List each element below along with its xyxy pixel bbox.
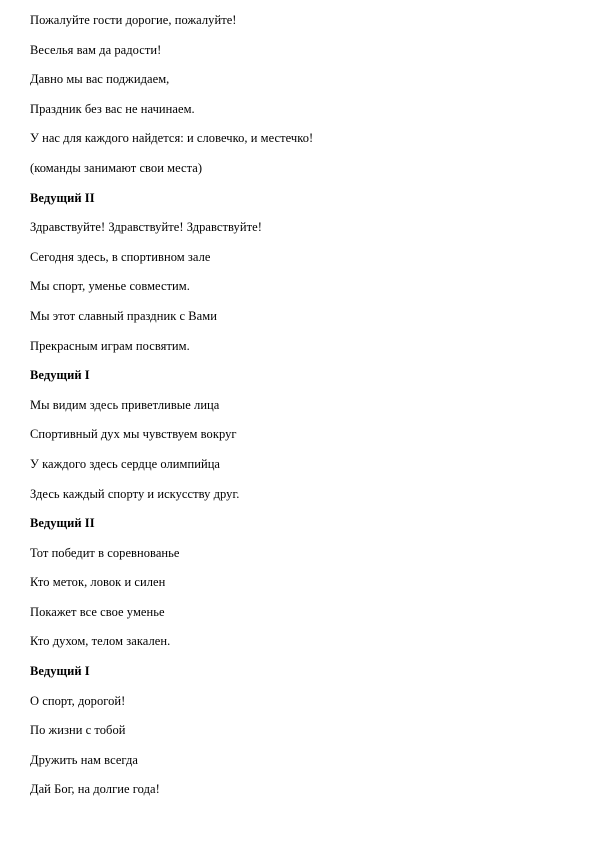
text-line: О спорт, дорогой! bbox=[30, 693, 126, 708]
text-line: Здравствуйте! Здравствуйте! Здравствуйте! bbox=[30, 220, 262, 235]
text-line: Спортивный дух мы чувствуем вокруг bbox=[30, 427, 237, 442]
text-line: У нас для каждого найдется: и словечко, и местечко! bbox=[30, 131, 314, 146]
text-line: Кто духом, телом закален. bbox=[30, 634, 171, 649]
text-line: Покажет все свое уменье bbox=[30, 604, 165, 619]
text-line: По жизни с тобой bbox=[30, 723, 126, 738]
text-line: Давно мы вас поджидаем, bbox=[30, 72, 170, 87]
text-line: Веселья вам да радости! bbox=[30, 42, 162, 57]
text-line: (команды занимают свои места) bbox=[30, 160, 203, 175]
script-text bbox=[30, 11, 570, 810]
speaker-heading: Ведущий I bbox=[30, 368, 90, 383]
text-line: Здесь каждый спорту и искусству друг. bbox=[30, 486, 240, 501]
text-line: Тот победит в соревнованье bbox=[30, 545, 180, 560]
text-line: Кто меток, ловок и силен bbox=[30, 575, 166, 590]
text-line: Мы видим здесь приветливые лица bbox=[30, 397, 220, 412]
text-line: Дружить нам всегда bbox=[30, 752, 138, 767]
text-line: Дай Бог, на долгие года! bbox=[30, 782, 160, 797]
speaker-heading: Ведущий II bbox=[30, 190, 95, 205]
text-line: У каждого здесь сердце олимпийца bbox=[30, 456, 221, 471]
text-line: Прекрасным играм посвятим. bbox=[30, 338, 190, 353]
text-line: Праздник без вас не начинаем. bbox=[30, 101, 195, 116]
text-line: Пожалуйте гости дорогие, пожалуйте! bbox=[30, 13, 237, 27]
text-line: Мы спорт, уменье совместим. bbox=[30, 279, 190, 294]
speaker-heading: Ведущий II bbox=[30, 516, 95, 531]
speaker-heading: Ведущий I bbox=[30, 664, 90, 679]
text-line: Мы этот славный праздник с Вами bbox=[30, 308, 217, 323]
text-line: Сегодня здесь, в спортивном зале bbox=[30, 249, 211, 264]
